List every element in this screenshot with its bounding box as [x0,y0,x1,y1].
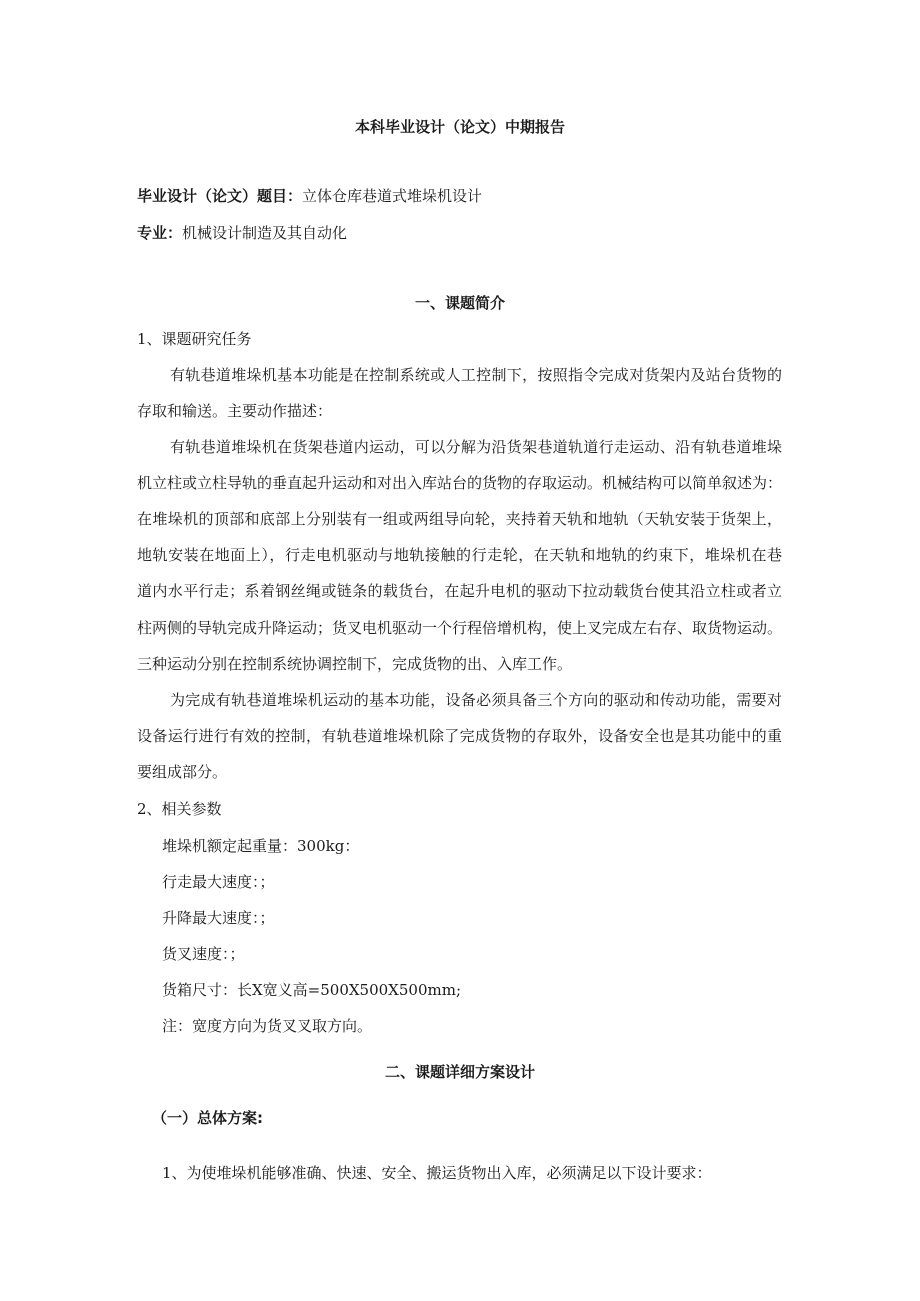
paragraph-line: 地轨安装在地面上），行走电机驱动与地轨接触的行走轮，在天轨和地轨的约束下，堆垛机在巷 [137,546,782,564]
topic-label: 毕业设计（论文）题目： [137,187,303,205]
major-line [137,223,347,243]
major-label: 专业： [137,224,183,242]
paragraph-line: 为完成有轨巷道堆垛机运动的基本功能，设备必须具备三个方向的驱动和传动功能，需要对 [170,691,782,709]
report-title: 本科毕业设计（论文）中期报告 [354,118,565,136]
paragraph-line: 机立柱或立柱导轨的垂直起升运动和对出入库站台的货物的存取运动。机械结构可以简单叙述为： [137,474,783,492]
paragraph-line: 三种运动分别在控制系统协调控制下，完成货物的出、入库工作。 [137,655,573,673]
section2-heading: 二、课题详细方案设计 [384,1063,535,1081]
paragraph-line: 柱两侧的导轨完成升降运动；货叉电机驱动一个行程倍增机构，使上叉完成左右存、取货物运动。 [137,619,783,637]
paragraph-line: 设备运行进行有效的控制，有轨巷道堆垛机除了完成货物的存取外，设备安全也是其功能中的重 [137,727,782,745]
param-fork-speed: 货叉速度：； [162,945,245,963]
section1-heading: 一、课题简介 [414,294,505,312]
param-note: 注：宽度方向为货叉叉取方向。 [162,1017,373,1035]
paragraph-line: 道内水平行走；系着钢丝绳或链条的载货台，在起升电机的驱动下拉动载货台使其沿立柱或者立 [137,582,782,600]
paragraph-line: 存取和输送。主要动作描述： [137,402,333,420]
param-lift-speed: 升降最大速度：； [162,909,275,927]
paragraph-line: 要组成部分。 [137,763,228,781]
subheading-research-task: 1、课题研究任务 [137,330,252,348]
topic-line [137,186,482,206]
param-box-size: 货箱尺寸：长X宽义高=500X500X500mm; [162,981,461,999]
subheading-overall-plan: （一）总体方案: [152,1109,263,1127]
requirement-item: 1、为使堆垛机能够准确、快速、安全、搬运货物出入库，必须满足以下设计要求： [162,1164,712,1182]
paragraph-line: 在堆垛机的顶部和底部上分别装有一组或两组导向轮，夹持着天轨和地轨（天轨安装于货架上， [137,510,782,528]
topic-value: 立体仓库巷道式堆垛机设计 [302,187,483,205]
paragraph-line: 有轨巷道堆垛机在货架巷道内运动，可以分解为沿货架巷道轨道行走运动、沿有轨巷道堆垛 [170,438,782,456]
param-rated-load: 堆垛机额定起重量：300kg： [162,837,360,855]
param-travel-speed: 行走最大速度：； [162,873,275,891]
major-value: 机械设计制造及其自动化 [182,224,348,242]
subheading-parameters: 2、相关参数 [137,800,222,818]
paragraph-line: 有轨巷道堆垛机基本功能是在控制系统或人工控制下，按照指令完成对货架内及站台货物的 [170,366,782,384]
